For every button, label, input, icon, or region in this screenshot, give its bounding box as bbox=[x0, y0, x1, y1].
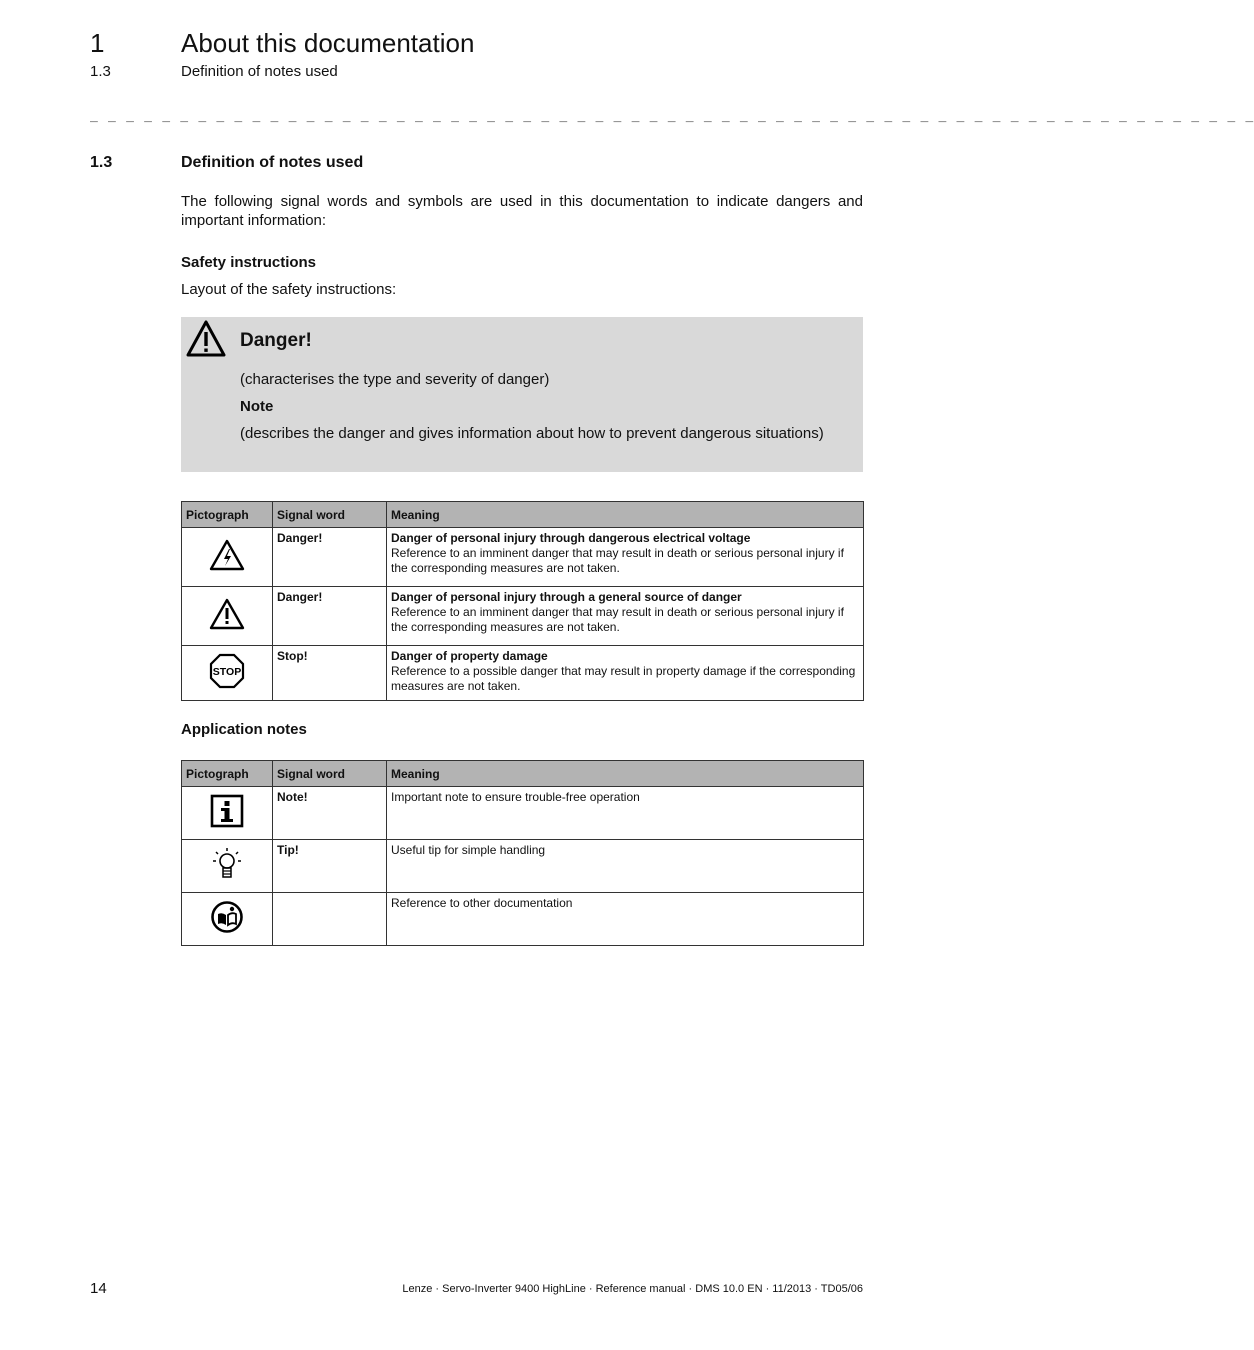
section-title: Definition of notes used bbox=[181, 154, 364, 171]
meaning-text: Reference to other documentation bbox=[387, 893, 864, 946]
danger-box-description: (describes the danger and gives information about how to prevent dangerous situations) bbox=[240, 425, 824, 442]
electrical-voltage-warning-icon bbox=[208, 538, 246, 572]
table-row bbox=[182, 587, 864, 646]
general-danger-warning-icon bbox=[208, 597, 246, 631]
reference-book-icon bbox=[210, 900, 244, 934]
meaning-title: Danger of personal injury through a general source of danger bbox=[391, 590, 742, 604]
table-header-pictograph: Pictograph bbox=[182, 502, 273, 528]
section-intro: The following signal words and symbols are used in this documentation to indicate dangers and important information: bbox=[181, 193, 863, 229]
meaning-title: Danger of property damage bbox=[391, 649, 548, 663]
header-separator: _ _ _ _ _ _ _ _ _ _ _ _ _ _ _ _ _ _ _ _ _ _ _ _ _ _ _ _ _ _ _ _ _ _ _ _ _ _ _ _ _ _ _ _ _ _ _ _ _ _ _ _ _ _ _ _ _ _ _ _ _ _ _ _ _ bbox=[90, 108, 1254, 123]
warning-triangle-icon bbox=[185, 319, 227, 359]
safety-instructions-heading: Safety instructions bbox=[181, 254, 317, 271]
table-header-meaning: Meaning bbox=[387, 502, 864, 528]
footer-text: Lenze · Servo-Inverter 9400 HighLine · Reference manual · DMS 10.0 EN · 11/2013 · TD05/06 bbox=[402, 1283, 863, 1295]
table-row bbox=[182, 840, 864, 893]
page-number: 14 bbox=[90, 1280, 107, 1297]
meaning-text: Reference to an imminent danger that may result in death or serious personal injury if the corresponding measures are not taken. bbox=[391, 605, 844, 634]
signal-word: Stop! bbox=[273, 646, 387, 701]
section-number: 1.3 bbox=[90, 154, 113, 171]
lightbulb-tip-icon bbox=[210, 846, 244, 882]
table-header-signal-word: Signal word bbox=[273, 761, 387, 787]
signal-word: Note! bbox=[273, 787, 387, 840]
signal-word: Tip! bbox=[273, 840, 387, 893]
stop-sign-icon bbox=[209, 653, 245, 689]
subsection-title: Definition of notes used bbox=[181, 63, 338, 80]
danger-box-type-text: (characterises the type and severity of danger) bbox=[240, 371, 550, 388]
info-note-icon bbox=[210, 794, 244, 828]
signal-word: Danger! bbox=[273, 528, 387, 587]
signal-word bbox=[273, 893, 387, 946]
table-row bbox=[182, 646, 864, 701]
application-notes-heading: Application notes bbox=[181, 721, 307, 738]
table-row bbox=[182, 528, 864, 587]
meaning-text: Reference to a possible danger that may result in property damage if the corresponding measures are not taken. bbox=[391, 664, 856, 693]
meaning-text: Reference to an imminent danger that may result in death or serious personal injury if the corresponding measures are not taken. bbox=[391, 546, 844, 575]
safety-layout-text: Layout of the safety instructions: bbox=[181, 281, 397, 298]
table-row bbox=[182, 893, 864, 946]
meaning-text: Important note to ensure trouble-free operation bbox=[387, 787, 864, 840]
table-header-signal-word: Signal word bbox=[273, 502, 387, 528]
table-header-pictograph: Pictograph bbox=[182, 761, 273, 787]
danger-box-note-label: Note bbox=[240, 398, 274, 415]
danger-example-box bbox=[181, 317, 863, 472]
table-header-meaning: Meaning bbox=[387, 761, 864, 787]
meaning-text: Useful tip for simple handling bbox=[387, 840, 864, 893]
danger-box-title: Danger! bbox=[240, 330, 312, 351]
chapter-title: About this documentation bbox=[181, 28, 475, 58]
table-row bbox=[182, 787, 864, 840]
signal-word: Danger! bbox=[273, 587, 387, 646]
chapter-number: 1 bbox=[90, 28, 105, 58]
stop-sign-text: STOP bbox=[212, 666, 242, 678]
application-signal-table bbox=[181, 760, 864, 946]
safety-signal-table bbox=[181, 501, 864, 701]
subsection-number: 1.3 bbox=[90, 63, 111, 80]
meaning-title: Danger of personal injury through dangerous electrical voltage bbox=[391, 531, 751, 545]
